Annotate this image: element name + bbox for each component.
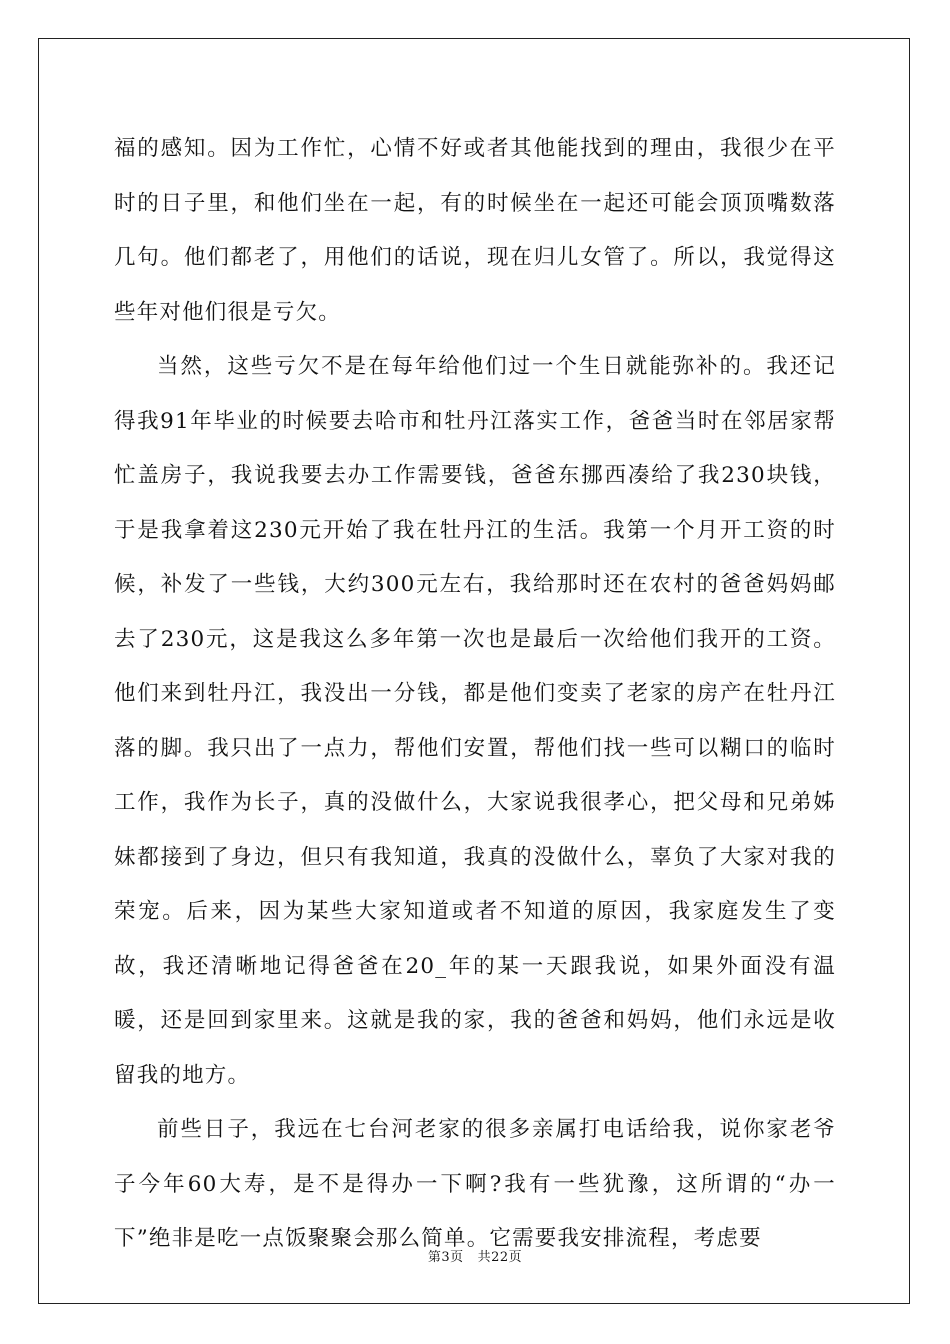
document-body [114, 122, 836, 1267]
page-total: 共22页 [477, 1250, 523, 1265]
paragraph-1: 福的感知。因为工作忙，心情不好或者其他能找到的理由，我很少在平时的日子里，和他们坐在一起，有的时候坐在一起还可能会顶顶嘴数落几句。他们都老了，用他们的话说，现在归儿女管了。所以，我觉得这些年对他们很是亏欠。 [114, 136, 836, 325]
paragraph-2: 当然，这些亏欠不是在每年给他们过一个生日就能弥补的。我还记得我91年毕业的时候要去哈市和牡丹江落实工作，爸爸当时在邻居家帮忙盖房子，我说我要去办工作需要钱，爸爸东挪西凑给了我230块钱，于是我拿着这230元开始了我在牡丹江的生活。我第一个月开工资的时候，补发了一些钱，大约300元左右，我给那时还在农村的爸爸妈妈邮去了230元，这是我这么多年第一次也是最后一次给他们我开的工资。他们来到牡丹江，我没出一分钱，都是他们变卖了老家的房产在牡丹江落的脚。我只出了一点力，帮他们安置，帮他们找一些可以糊口的临时工作，我作为长子，真的没做什么，大家说我很孝心，把父母和兄弟姊妹都接到了身边，但只有我知道，我真的没做什么，辜负了大家对我的荣宠。后来，因为某些大家知道或者不知道的原因，我家庭发生了变故，我还清晰地记得爸爸在20_年的某一天跟我说，如果外面没有温暖，还是回到家里来。这就是我的家，我的爸爸和妈妈，他们永远是收留我的地方。 [114, 354, 836, 1088]
page-footer [0, 1246, 950, 1265]
paragraph-3: 前些日子，我远在七台河老家的很多亲属打电话给我，说你家老爷子今年60大寿，是不是得办一下啊?我有一些犹豫，这所谓的“办一下”绝非是吃一点饭聚聚会那么简单。它需要我安排流程，考虑要 [114, 1117, 836, 1251]
page-number: 第3页 [427, 1250, 464, 1265]
